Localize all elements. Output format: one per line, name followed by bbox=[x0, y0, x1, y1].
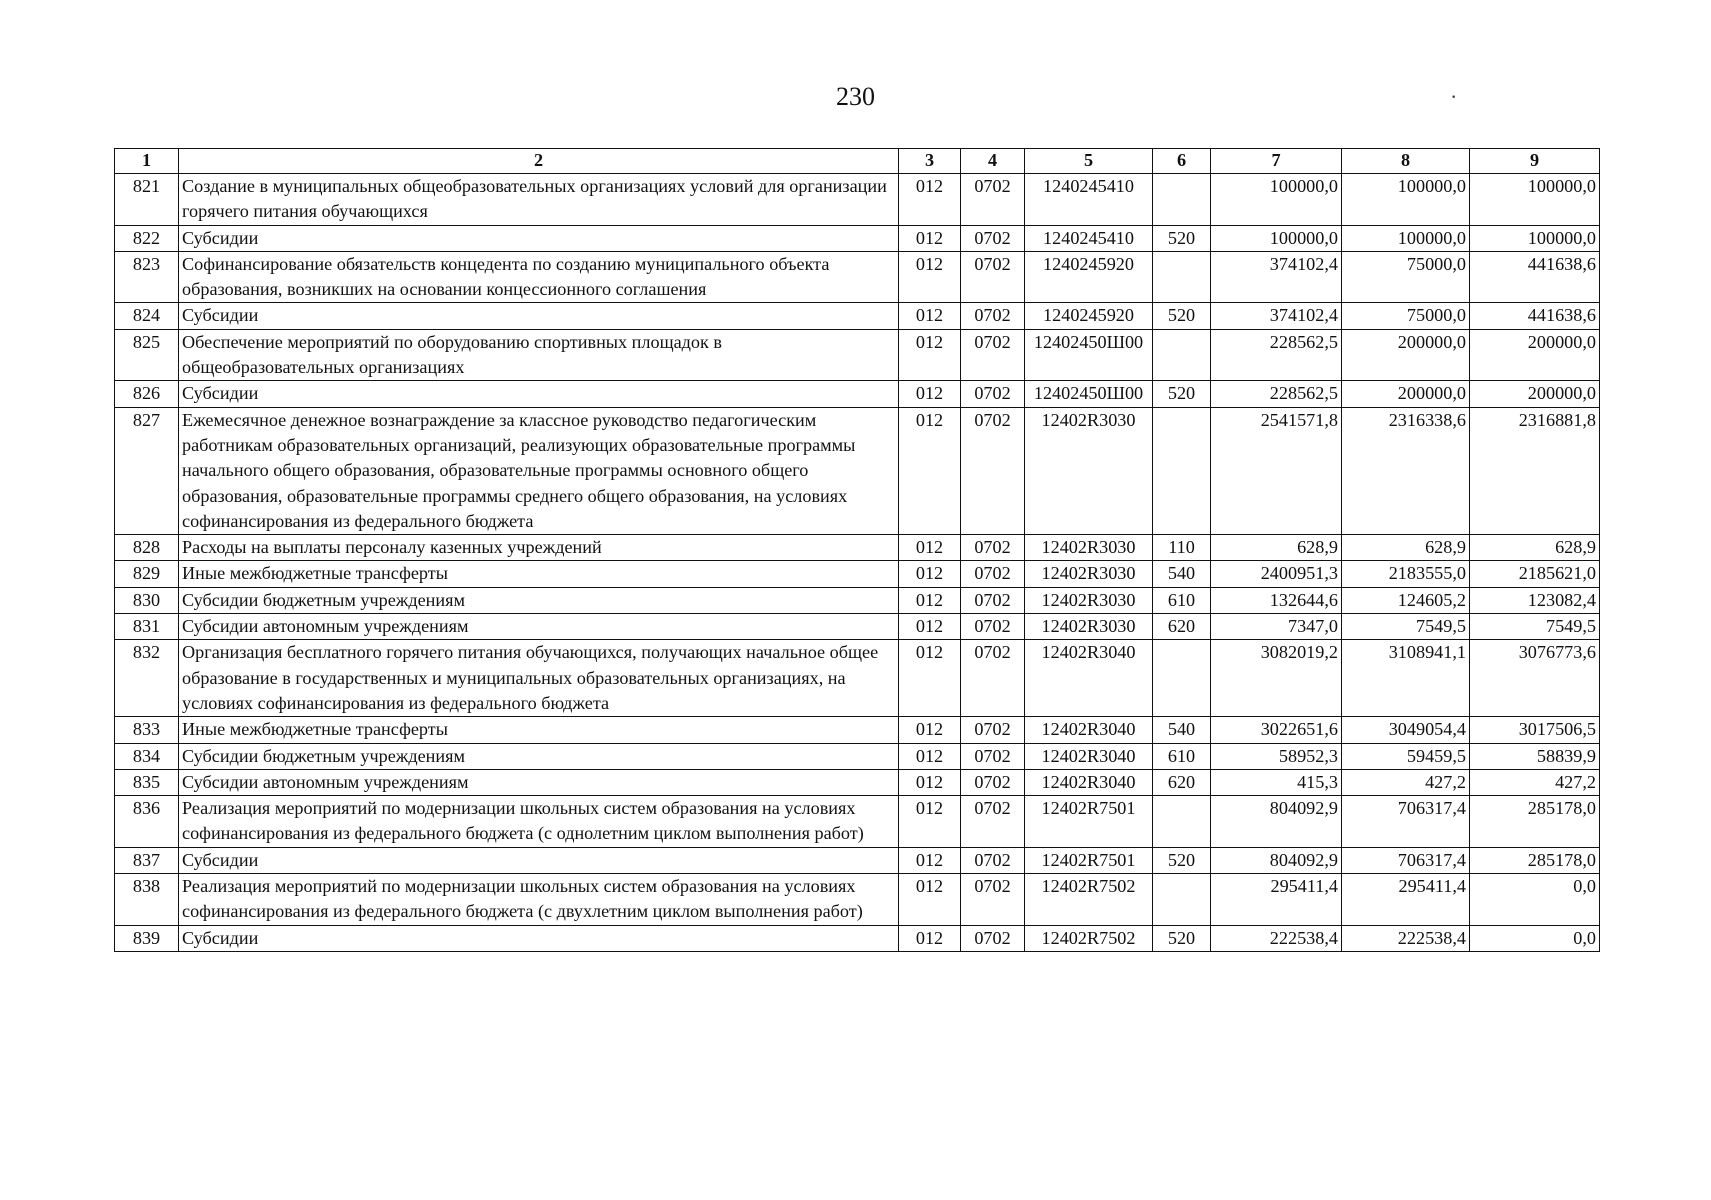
row-number: 838 bbox=[115, 874, 179, 926]
row-amount-9: 3017506,5 bbox=[1470, 717, 1600, 743]
row-target-code: 12402R3030 bbox=[1025, 587, 1153, 613]
row-target-code: 12402R3030 bbox=[1025, 407, 1153, 534]
row-amount-9: 427,2 bbox=[1470, 769, 1600, 795]
row-section-code: 0702 bbox=[961, 535, 1025, 561]
row-amount-8: 200000,0 bbox=[1342, 329, 1470, 381]
row-expense-type: 520 bbox=[1153, 303, 1211, 329]
row-code-3: 012 bbox=[899, 640, 961, 717]
row-expense-type: 540 bbox=[1153, 717, 1211, 743]
row-amount-9: 200000,0 bbox=[1470, 381, 1600, 407]
row-description: Реализация мероприятий по модернизации школьных систем образования на условиях софинансирования из федерального бюджета (с однолетним циклом выполнения работ) bbox=[179, 796, 899, 848]
row-amount-7: 100000,0 bbox=[1211, 225, 1342, 251]
row-amount-8: 3049054,4 bbox=[1342, 717, 1470, 743]
row-description: Софинансирование обязательств концедента по созданию муниципального объекта образования, возникших на основании концессионного соглашения bbox=[179, 251, 899, 303]
row-number: 831 bbox=[115, 614, 179, 640]
row-expense-type bbox=[1153, 640, 1211, 717]
row-target-code: 1240245410 bbox=[1025, 174, 1153, 226]
row-code-3: 012 bbox=[899, 874, 961, 926]
row-expense-type: 540 bbox=[1153, 561, 1211, 587]
row-amount-7: 100000,0 bbox=[1211, 174, 1342, 226]
row-section-code: 0702 bbox=[961, 743, 1025, 769]
row-target-code: 12402R7501 bbox=[1025, 847, 1153, 873]
row-code-3: 012 bbox=[899, 303, 961, 329]
row-amount-8: 295411,4 bbox=[1342, 874, 1470, 926]
table-row bbox=[115, 796, 1600, 848]
row-description: Субсидии бюджетным учреждениям bbox=[179, 587, 899, 613]
row-number: 837 bbox=[115, 847, 179, 873]
row-description: Субсидии автономным учреждениям bbox=[179, 769, 899, 795]
row-target-code: 12402R3040 bbox=[1025, 717, 1153, 743]
row-amount-8: 222538,4 bbox=[1342, 925, 1470, 951]
row-expense-type bbox=[1153, 329, 1211, 381]
row-amount-9: 285178,0 bbox=[1470, 847, 1600, 873]
row-amount-8: 628,9 bbox=[1342, 535, 1470, 561]
stray-dot: · bbox=[1450, 84, 1458, 109]
row-amount-8: 427,2 bbox=[1342, 769, 1470, 795]
row-description: Иные межбюджетные трансферты bbox=[179, 561, 899, 587]
page-number: 230 bbox=[836, 82, 875, 111]
row-amount-7: 3022651,6 bbox=[1211, 717, 1342, 743]
row-expense-type: 520 bbox=[1153, 925, 1211, 951]
column-header-4: 4 bbox=[961, 149, 1025, 174]
row-amount-8: 7549,5 bbox=[1342, 614, 1470, 640]
row-target-code: 12402R7501 bbox=[1025, 796, 1153, 848]
row-expense-type: 520 bbox=[1153, 847, 1211, 873]
row-amount-7: 415,3 bbox=[1211, 769, 1342, 795]
row-code-3: 012 bbox=[899, 407, 961, 534]
row-expense-type: 520 bbox=[1153, 225, 1211, 251]
row-section-code: 0702 bbox=[961, 225, 1025, 251]
row-amount-8: 100000,0 bbox=[1342, 225, 1470, 251]
row-expense-type bbox=[1153, 796, 1211, 848]
row-code-3: 012 bbox=[899, 614, 961, 640]
row-description: Субсидии бюджетным учреждениям bbox=[179, 743, 899, 769]
column-header-5: 5 bbox=[1025, 149, 1153, 174]
row-amount-8: 124605,2 bbox=[1342, 587, 1470, 613]
row-code-3: 012 bbox=[899, 587, 961, 613]
row-expense-type bbox=[1153, 174, 1211, 226]
row-section-code: 0702 bbox=[961, 847, 1025, 873]
row-amount-8: 706317,4 bbox=[1342, 796, 1470, 848]
column-header-7: 7 bbox=[1211, 149, 1342, 174]
row-code-3: 012 bbox=[899, 847, 961, 873]
column-header-8: 8 bbox=[1342, 149, 1470, 174]
row-amount-8: 2316338,6 bbox=[1342, 407, 1470, 534]
row-amount-8: 75000,0 bbox=[1342, 303, 1470, 329]
row-amount-9: 200000,0 bbox=[1470, 329, 1600, 381]
row-description: Расходы на выплаты персоналу казенных учреждений bbox=[179, 535, 899, 561]
row-amount-7: 132644,6 bbox=[1211, 587, 1342, 613]
row-amount-7: 374102,4 bbox=[1211, 251, 1342, 303]
table-row bbox=[115, 225, 1600, 251]
row-amount-7: 2541571,8 bbox=[1211, 407, 1342, 534]
row-number: 834 bbox=[115, 743, 179, 769]
row-amount-9: 123082,4 bbox=[1470, 587, 1600, 613]
table-row bbox=[115, 769, 1600, 795]
row-description: Иные межбюджетные трансферты bbox=[179, 717, 899, 743]
row-description: Обеспечение мероприятий по оборудованию спортивных площадок в общеобразовательных организациях bbox=[179, 329, 899, 381]
row-expense-type: 520 bbox=[1153, 381, 1211, 407]
row-description: Субсидии bbox=[179, 925, 899, 951]
row-expense-type: 620 bbox=[1153, 769, 1211, 795]
row-target-code: 12402R3030 bbox=[1025, 561, 1153, 587]
row-section-code: 0702 bbox=[961, 614, 1025, 640]
row-amount-9: 3076773,6 bbox=[1470, 640, 1600, 717]
row-expense-type bbox=[1153, 251, 1211, 303]
row-amount-8: 200000,0 bbox=[1342, 381, 1470, 407]
row-code-3: 012 bbox=[899, 743, 961, 769]
column-header-2: 2 bbox=[179, 149, 899, 174]
row-code-3: 012 bbox=[899, 225, 961, 251]
row-amount-7: 374102,4 bbox=[1211, 303, 1342, 329]
row-target-code: 12402R3030 bbox=[1025, 535, 1153, 561]
row-amount-7: 228562,5 bbox=[1211, 381, 1342, 407]
row-amount-9: 2316881,8 bbox=[1470, 407, 1600, 534]
row-amount-8: 2183555,0 bbox=[1342, 561, 1470, 587]
row-section-code: 0702 bbox=[961, 251, 1025, 303]
row-code-3: 012 bbox=[899, 174, 961, 226]
row-section-code: 0702 bbox=[961, 769, 1025, 795]
row-code-3: 012 bbox=[899, 381, 961, 407]
row-section-code: 0702 bbox=[961, 874, 1025, 926]
row-section-code: 0702 bbox=[961, 174, 1025, 226]
row-number: 826 bbox=[115, 381, 179, 407]
row-code-3: 012 bbox=[899, 329, 961, 381]
table-row bbox=[115, 587, 1600, 613]
row-number: 827 bbox=[115, 407, 179, 534]
row-target-code: 1240245920 bbox=[1025, 303, 1153, 329]
table-row bbox=[115, 743, 1600, 769]
table-row bbox=[115, 925, 1600, 951]
table-body bbox=[115, 174, 1600, 952]
row-description: Субсидии bbox=[179, 303, 899, 329]
row-description: Субсидии bbox=[179, 847, 899, 873]
row-section-code: 0702 bbox=[961, 717, 1025, 743]
table-row bbox=[115, 640, 1600, 717]
row-number: 833 bbox=[115, 717, 179, 743]
table-row bbox=[115, 535, 1600, 561]
row-section-code: 0702 bbox=[961, 407, 1025, 534]
row-target-code: 12402R3040 bbox=[1025, 769, 1153, 795]
row-number: 839 bbox=[115, 925, 179, 951]
row-description: Субсидии автономным учреждениям bbox=[179, 614, 899, 640]
row-amount-9: 441638,6 bbox=[1470, 303, 1600, 329]
row-amount-7: 7347,0 bbox=[1211, 614, 1342, 640]
row-target-code: 12402R3040 bbox=[1025, 640, 1153, 717]
row-amount-8: 100000,0 bbox=[1342, 174, 1470, 226]
row-number: 832 bbox=[115, 640, 179, 717]
header-row bbox=[115, 149, 1600, 174]
row-target-code: 12402450Ш00 bbox=[1025, 381, 1153, 407]
row-code-3: 012 bbox=[899, 925, 961, 951]
row-amount-7: 222538,4 bbox=[1211, 925, 1342, 951]
table-row bbox=[115, 329, 1600, 381]
row-code-3: 012 bbox=[899, 769, 961, 795]
table-row bbox=[115, 614, 1600, 640]
row-amount-7: 228562,5 bbox=[1211, 329, 1342, 381]
row-code-3: 012 bbox=[899, 717, 961, 743]
table-row bbox=[115, 847, 1600, 873]
row-amount-7: 58952,3 bbox=[1211, 743, 1342, 769]
row-amount-7: 804092,9 bbox=[1211, 796, 1342, 848]
row-amount-9: 628,9 bbox=[1470, 535, 1600, 561]
row-description: Реализация мероприятий по модернизации школьных систем образования на условиях софинансирования из федерального бюджета (с двухлетним циклом выполнения работ) bbox=[179, 874, 899, 926]
row-number: 823 bbox=[115, 251, 179, 303]
row-expense-type: 620 bbox=[1153, 614, 1211, 640]
row-section-code: 0702 bbox=[961, 796, 1025, 848]
row-number: 822 bbox=[115, 225, 179, 251]
row-section-code: 0702 bbox=[961, 561, 1025, 587]
row-target-code: 12402450Ш00 bbox=[1025, 329, 1153, 381]
row-description: Создание в муниципальных общеобразовательных организациях условий для организации горячего питания обучающихся bbox=[179, 174, 899, 226]
row-number: 828 bbox=[115, 535, 179, 561]
row-code-3: 012 bbox=[899, 796, 961, 848]
row-target-code: 1240245920 bbox=[1025, 251, 1153, 303]
row-amount-9: 0,0 bbox=[1470, 874, 1600, 926]
row-target-code: 12402R3030 bbox=[1025, 614, 1153, 640]
column-header-6: 6 bbox=[1153, 149, 1211, 174]
row-target-code: 12402R7502 bbox=[1025, 925, 1153, 951]
row-expense-type: 610 bbox=[1153, 587, 1211, 613]
table-row bbox=[115, 717, 1600, 743]
column-header-9: 9 bbox=[1470, 149, 1600, 174]
row-description: Ежемесячное денежное вознаграждение за классное руководство педагогическим работникам образовательных организаций, реализующих образовательные программы начального общего образования, образовательные программы основного общего образования, образовательные программы среднего общего образования, на условиях софинансирования из федерального бюджета bbox=[179, 407, 899, 534]
row-amount-9: 58839,9 bbox=[1470, 743, 1600, 769]
row-amount-9: 441638,6 bbox=[1470, 251, 1600, 303]
row-amount-8: 706317,4 bbox=[1342, 847, 1470, 873]
row-section-code: 0702 bbox=[961, 303, 1025, 329]
row-expense-type bbox=[1153, 874, 1211, 926]
row-target-code: 12402R3040 bbox=[1025, 743, 1153, 769]
row-amount-9: 2185621,0 bbox=[1470, 561, 1600, 587]
row-number: 824 bbox=[115, 303, 179, 329]
row-number: 830 bbox=[115, 587, 179, 613]
row-amount-8: 59459,5 bbox=[1342, 743, 1470, 769]
row-amount-9: 100000,0 bbox=[1470, 225, 1600, 251]
row-description: Субсидии bbox=[179, 225, 899, 251]
row-description: Организация бесплатного горячего питания обучающихся, получающих начальное общее образование в государственных и муниципальных образовательных организациях, на условиях софинансирования из федерального бюджета bbox=[179, 640, 899, 717]
row-section-code: 0702 bbox=[961, 381, 1025, 407]
row-amount-7: 2400951,3 bbox=[1211, 561, 1342, 587]
row-target-code: 12402R7502 bbox=[1025, 874, 1153, 926]
column-header-1: 1 bbox=[115, 149, 179, 174]
row-section-code: 0702 bbox=[961, 925, 1025, 951]
row-number: 835 bbox=[115, 769, 179, 795]
row-code-3: 012 bbox=[899, 561, 961, 587]
row-number: 829 bbox=[115, 561, 179, 587]
row-target-code: 1240245410 bbox=[1025, 225, 1153, 251]
row-amount-9: 0,0 bbox=[1470, 925, 1600, 951]
budget-table bbox=[114, 148, 1600, 952]
row-amount-8: 75000,0 bbox=[1342, 251, 1470, 303]
table-row bbox=[115, 303, 1600, 329]
row-amount-7: 3082019,2 bbox=[1211, 640, 1342, 717]
table-row bbox=[115, 251, 1600, 303]
row-amount-7: 804092,9 bbox=[1211, 847, 1342, 873]
row-expense-type bbox=[1153, 407, 1211, 534]
table-row bbox=[115, 874, 1600, 926]
table-row bbox=[115, 174, 1600, 226]
column-header-3: 3 bbox=[899, 149, 961, 174]
row-section-code: 0702 bbox=[961, 329, 1025, 381]
row-amount-9: 7549,5 bbox=[1470, 614, 1600, 640]
table-row bbox=[115, 381, 1600, 407]
row-amount-7: 295411,4 bbox=[1211, 874, 1342, 926]
row-description: Субсидии bbox=[179, 381, 899, 407]
row-number: 821 bbox=[115, 174, 179, 226]
row-amount-8: 3108941,1 bbox=[1342, 640, 1470, 717]
row-expense-type: 610 bbox=[1153, 743, 1211, 769]
table-row bbox=[115, 407, 1600, 534]
row-amount-9: 285178,0 bbox=[1470, 796, 1600, 848]
row-expense-type: 110 bbox=[1153, 535, 1211, 561]
row-number: 836 bbox=[115, 796, 179, 848]
row-amount-7: 628,9 bbox=[1211, 535, 1342, 561]
row-section-code: 0702 bbox=[961, 587, 1025, 613]
table-header bbox=[115, 149, 1600, 174]
row-amount-9: 100000,0 bbox=[1470, 174, 1600, 226]
row-section-code: 0702 bbox=[961, 640, 1025, 717]
row-number: 825 bbox=[115, 329, 179, 381]
row-code-3: 012 bbox=[899, 251, 961, 303]
table-row bbox=[115, 561, 1600, 587]
row-code-3: 012 bbox=[899, 535, 961, 561]
